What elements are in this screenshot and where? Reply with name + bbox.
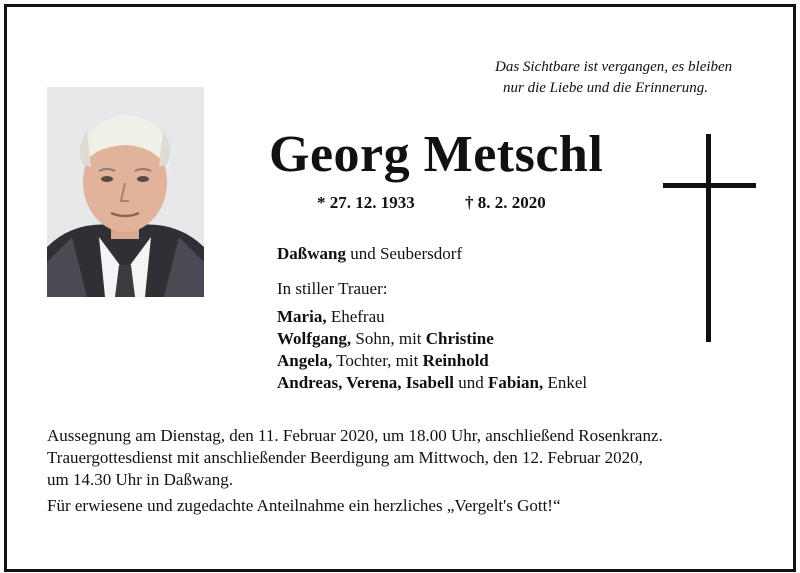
cross-icon-bar bbox=[663, 183, 756, 188]
birth-date: * 27. 12. 1933 bbox=[317, 193, 415, 212]
death-date: † 8. 2. 2020 bbox=[465, 193, 546, 212]
relative-partner: Reinhold bbox=[422, 351, 489, 370]
notice-line: Trauergottesdienst mit anschließender Beerdigung am Mittwoch, den 12. Februar 2020, bbox=[47, 448, 643, 467]
notice-line: Aussegnung am Dienstag, den 11. Februar 2020, um 18.00 Uhr, anschließend Rosenkranz. bbox=[47, 426, 663, 445]
place-town: Daßwang bbox=[277, 244, 346, 263]
relative-name: Angela, bbox=[277, 351, 333, 370]
relative-partner: Christine bbox=[425, 329, 494, 348]
relative-name: Fabian, bbox=[487, 373, 544, 392]
funeral-details bbox=[47, 425, 777, 517]
portrait-photo bbox=[47, 87, 204, 297]
relative-and: und bbox=[453, 373, 488, 392]
relative-role: Enkel bbox=[543, 373, 588, 392]
place-rest: und Seubersdorf bbox=[345, 244, 463, 263]
mourning-label: In stiller Trauer: bbox=[277, 279, 388, 298]
relative-name: Maria, bbox=[277, 307, 327, 326]
portrait-illustration bbox=[47, 87, 204, 297]
quote-line: nur die Liebe und die Erinnerung. bbox=[503, 80, 708, 96]
relative-line bbox=[277, 306, 587, 328]
notice-line: um 14.30 Uhr in Daßwang. bbox=[47, 470, 234, 489]
relative-role: Ehefrau bbox=[326, 307, 385, 326]
relative-line bbox=[277, 350, 587, 372]
thanks-line: Für erwiesene und zugedachte Anteilnahme ein herzliches „Vergelt's Gott!“ bbox=[47, 496, 561, 515]
place-line bbox=[277, 244, 462, 264]
cross-icon bbox=[706, 134, 711, 342]
relative-names: Andreas, Verena, Isabell bbox=[277, 373, 454, 392]
relative-role: Sohn, mit bbox=[351, 329, 426, 348]
memorial-quote bbox=[495, 57, 775, 99]
quote-line: Das Sichtbare ist vergangen, es bleiben bbox=[495, 59, 733, 75]
relative-line bbox=[277, 328, 587, 350]
relative-name: Wolfgang, bbox=[277, 329, 352, 348]
relative-role: Tochter, mit bbox=[332, 351, 423, 370]
obituary-notice bbox=[4, 4, 796, 572]
relative-line bbox=[277, 372, 587, 394]
relatives-list bbox=[277, 306, 587, 394]
deceased-name: Georg Metschl bbox=[269, 126, 604, 183]
